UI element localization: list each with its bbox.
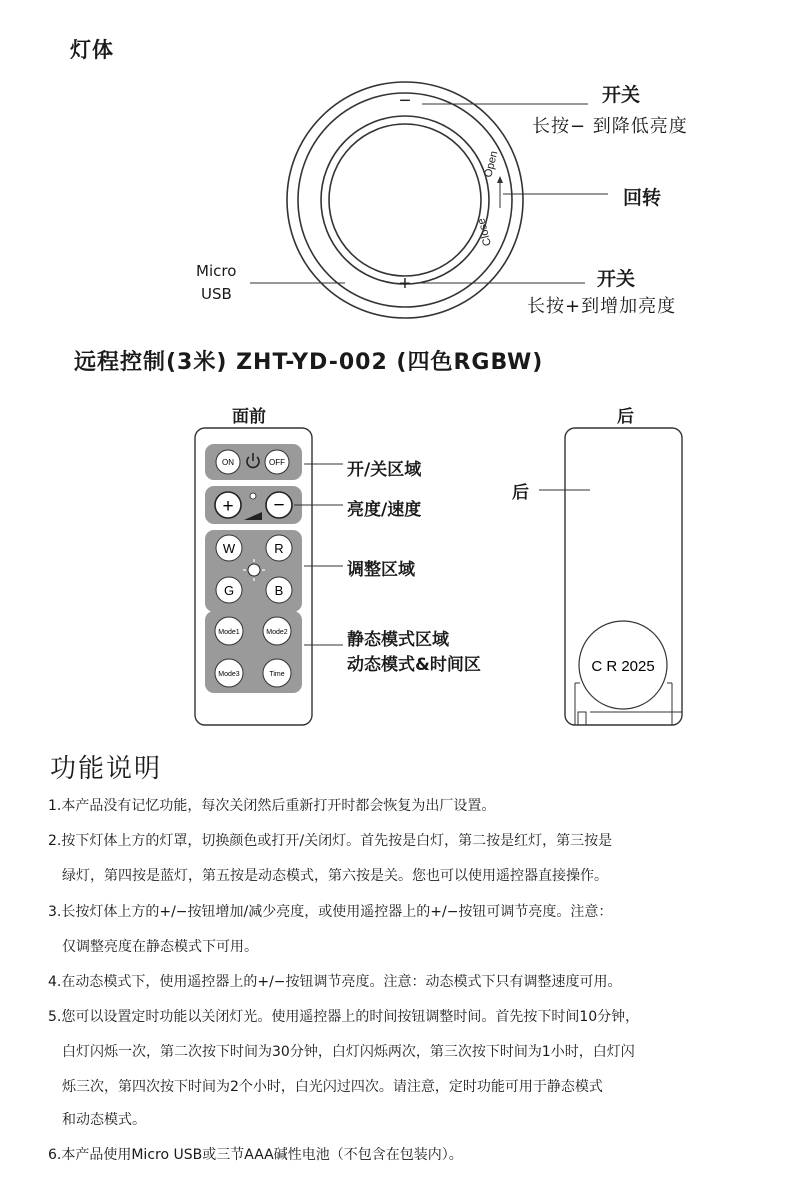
- w-button-label: W: [222, 541, 236, 556]
- callout-rotate: 回转: [623, 187, 662, 209]
- instruction-line-4: 3.长按灯体上方的+/−按钮增加/减少亮度，或使用遥控器上的+/−按钮可调节亮度。注意：: [48, 904, 613, 920]
- instruction-line-5: 仅调整亮度在静态模式下可用。: [62, 939, 258, 955]
- lamp-diagram: [0, 0, 800, 330]
- micro-usb-line2: USB: [201, 285, 232, 303]
- instruction-line-6: 4.在动态模式下，使用遥控器上的+/−按钮调节亮度。注意：动态模式下只有调整速度可用。: [48, 974, 622, 990]
- mode2-button-label: Mode2: [266, 629, 288, 636]
- instruction-line-8: 白灯闪烁一次，第二次按下时间为30分钟，白灯闪烁两次，第三次按下时间为1小时，白灯闪: [62, 1044, 635, 1060]
- lamp-minus-mark[interactable]: −: [399, 90, 411, 112]
- g-button-label: G: [223, 583, 235, 598]
- on-button-label: ON: [222, 458, 234, 467]
- remote-front-label: 面前: [232, 407, 266, 427]
- lamp-inner-ring: [321, 116, 489, 284]
- callout-brightness: 亮度/速度: [347, 500, 422, 520]
- lamp-center-ring: [329, 124, 481, 276]
- instruction-line-3: 绿灯，第四按是蓝灯，第五按是动态模式，第六按是关。您也可以使用遥控器直接操作。: [62, 868, 608, 884]
- callout-adjust: 调整区域: [347, 560, 415, 580]
- remote-back-label: 后: [617, 407, 634, 427]
- ring-close-label: Close: [475, 216, 494, 248]
- minus-button-label: −: [273, 495, 285, 516]
- r-button-label: R: [274, 541, 284, 556]
- b-button-label: B: [274, 583, 284, 598]
- remote-section-title: 远程控制(3米) ZHT-YD-002 (四色RGBW): [74, 350, 544, 375]
- battery-label: C R 2025: [591, 658, 655, 675]
- mode1-button-label: Mode1: [218, 629, 240, 636]
- plus-button-label: +: [222, 496, 234, 517]
- instruction-line-2: 2.按下灯体上方的灯罩，切换颜色或打开/关闭灯。首先按是白灯，第二按是红灯，第三按是: [48, 833, 613, 849]
- lamp-plus-mark[interactable]: +: [399, 273, 411, 295]
- off-button-label: OFF: [269, 458, 285, 467]
- ring-open-label: Open: [482, 149, 501, 179]
- instruction-line-10: 和动态模式。: [62, 1112, 146, 1128]
- callout-top-title: 开关: [602, 84, 641, 106]
- rotate-arrow-head: [497, 176, 503, 183]
- callout-back: 后: [512, 483, 529, 503]
- instructions-title: 功能说明: [50, 754, 163, 784]
- instruction-line-7: 5.您可以设置定时功能以关闭灯光。使用遥控器上的时间按钮调整时间。首先按下时间10分钟，: [48, 1009, 640, 1025]
- instruction-line-9: 烁三次，第四次按下时间为2个小时，白光闪过四次。请注意，定时功能可用于静态模式: [62, 1079, 603, 1095]
- callout-top-sub: 长按− 到降低亮度: [532, 116, 688, 137]
- callout-onoff: 开/关区域: [347, 460, 422, 480]
- micro-usb-line1: Micro: [196, 262, 237, 280]
- instruction-line-1: 1.本产品没有记忆功能，每次关闭然后重新打开时都会恢复为出厂设置。: [48, 798, 496, 814]
- callout-bottom-title: 开关: [597, 268, 636, 290]
- callout-static: 静态模式区域: [347, 630, 449, 650]
- callout-bottom-sub: 长按+到增加亮度: [527, 296, 677, 317]
- mode3-button-label: Mode3: [218, 671, 240, 678]
- instruction-line-11: 6.本产品使用Micro USB或三节AAA碱性电池（不包含在包装内）。: [48, 1147, 463, 1163]
- callout-dynamic: 动态模式&时间区: [347, 655, 481, 675]
- lamp-section-title: 灯体: [70, 38, 114, 62]
- time-button-label: Time: [269, 671, 285, 678]
